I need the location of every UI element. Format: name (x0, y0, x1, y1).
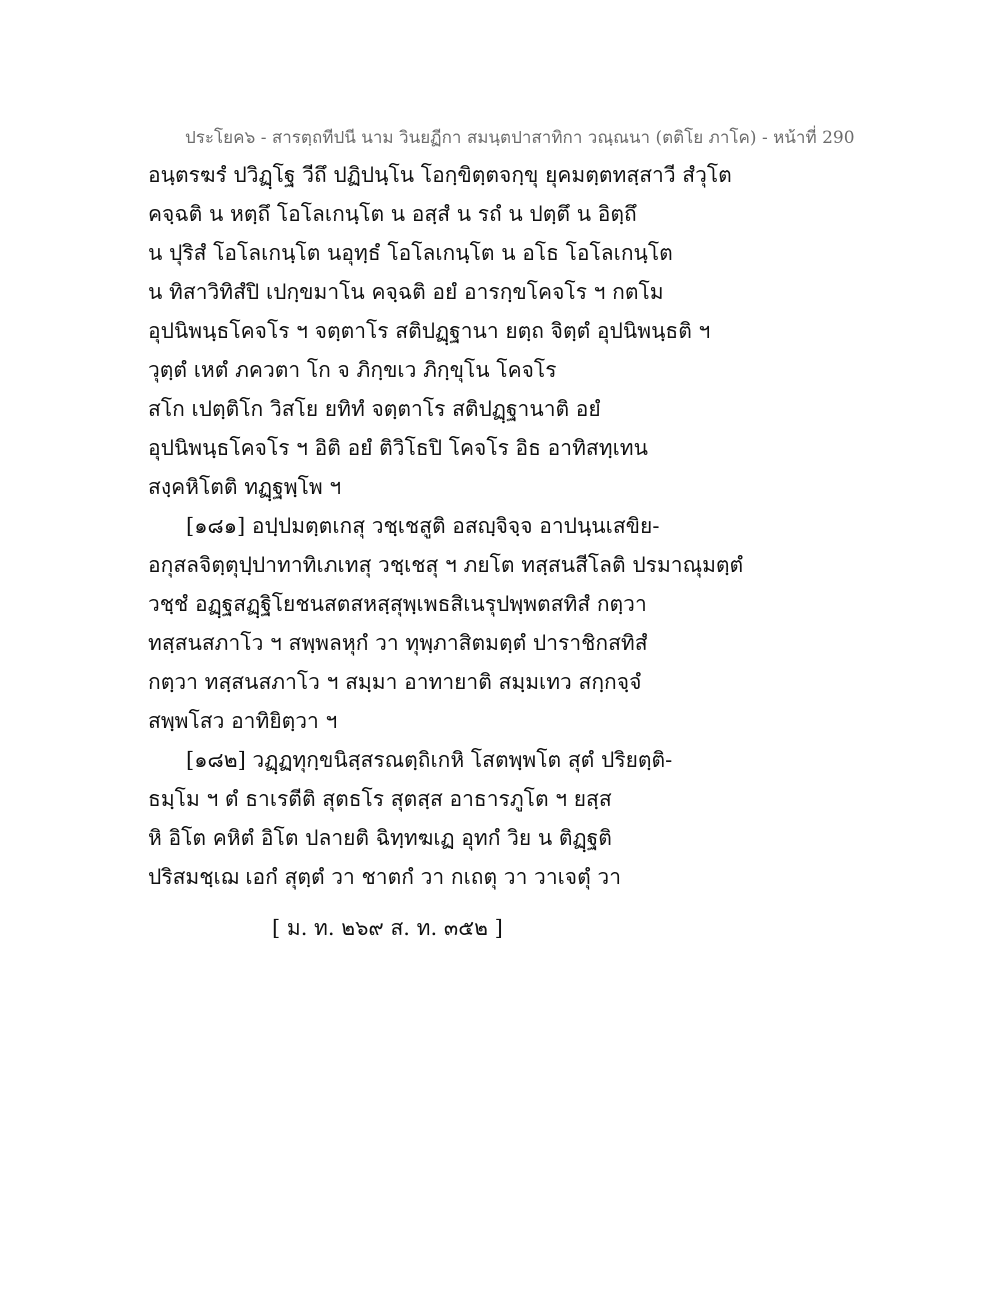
text-line: น ปุริสํ โอโลเกนฺโต นอุทฺธํ โอโลเกนฺโต น อโธ โอโลเกนฺโต (148, 241, 673, 265)
text-line: อุปนิพนฺธโคจโร ฯ อิติ อยํ ติวิโธปิ โคจโร อิธ อาทิสทฺเทน (148, 436, 648, 460)
text-line: อุปนิพนฺธโคจโร ฯ จตฺตาโร สติปฏฺฐานา ยตฺถ จิตฺตํ อุปนิพนฺธติ ฯ (148, 319, 711, 343)
text-line: ธมฺโม ฯ ตํ ธาเรตีติ สุตธโร สุตสฺส อาธารภูโต ฯ ยสฺส (148, 787, 612, 811)
running-head: ประโยค๖ - สารตฺถทีปนี นาม วินยฏีกา สมนฺตปาสาทิกา วณฺณนา (ตติโย ภาโค) - หน้าที่ 290 (185, 128, 855, 148)
text-line: คจฺฉติ น หตฺถึ โอโลเกนฺโต น อสฺสํ น รถํ น ปตฺตึ น อิตฺถึ (148, 202, 637, 226)
text-line: สพฺพโสว อาทิยิตฺวา ฯ (148, 709, 338, 733)
text-line: วุตฺตํ เหตํ ภควตา โก จ ภิกฺขเว ภิกฺขุโน โคจโร (148, 358, 557, 382)
paragraph-181-start: [๑๘๑] อปฺปมตฺตเกสุ วชฺเชสูติ อสญฺจิจฺจ อาปนฺนเสขิย- (186, 514, 660, 538)
footnote-reference: [ ม. ท. ๒๖๙ ส. ท. ๓๕๒ ] (272, 916, 503, 940)
text-line: วชฺชํ อฏฺฐสฏฺฐิโยชนสตสหสฺสุพฺเพธสิเนรุปพฺพตสทิสํ กตฺวา (148, 592, 647, 616)
text-line: สงฺคหิโตติ ทฏฺฐพฺโพ ฯ (148, 475, 342, 499)
text-line: อนฺตรฆรํ ปวิฏฺโฐ วีถึ ปฏิปนฺโน โอกฺขิตฺตจกฺขุ ยุคมตฺตทสฺสาวี สํวุโต (148, 163, 732, 187)
body-text (148, 156, 848, 897)
text-line: น ทิสาวิทิสํปิ เปกฺขมาโน คจฺฉติ อยํ อารกฺขโคจโร ฯ กตโม (148, 280, 664, 304)
text-line: ปริสมชฺเฌ เอกํ สุตฺตํ วา ชาตกํ วา กเถตุ วา วาเจตุํ วา (148, 865, 622, 889)
paragraph-182-start: [๑๘๒] วฏฺฏทุกฺขนิสฺสรณตฺถิเกหิ โสตพฺพโต สุตํ ปริยตฺติ- (186, 748, 673, 772)
text-line: สโก เปตฺติโก วิสโย ยทิทํ จตฺตาโร สติปฏฺฐานาติ อยํ (148, 397, 601, 421)
text-line: ทสฺสนสภาโว ฯ สพฺพลหุกํ วา ทุพฺภาสิตมตฺตํ ปาราชิกสทิสํ (148, 631, 648, 655)
text-line: กตฺวา ทสฺสนสภาโว ฯ สมฺมา อาทายาติ สมฺมเทว สกฺกจฺจํ (148, 670, 642, 694)
text-line: หิ อิโต คหิตํ อิโต ปลายติ ฉิทฺทฆเฏ อุทกํ วิย น ติฏฺฐติ (148, 826, 612, 850)
text-line: อกุสลจิตฺตุปฺปาทาทิเภเทสุ วชฺเชสุ ฯ ภยโต ทสฺสนสีโลติ ปรมาณุมตฺตํ (148, 553, 744, 577)
